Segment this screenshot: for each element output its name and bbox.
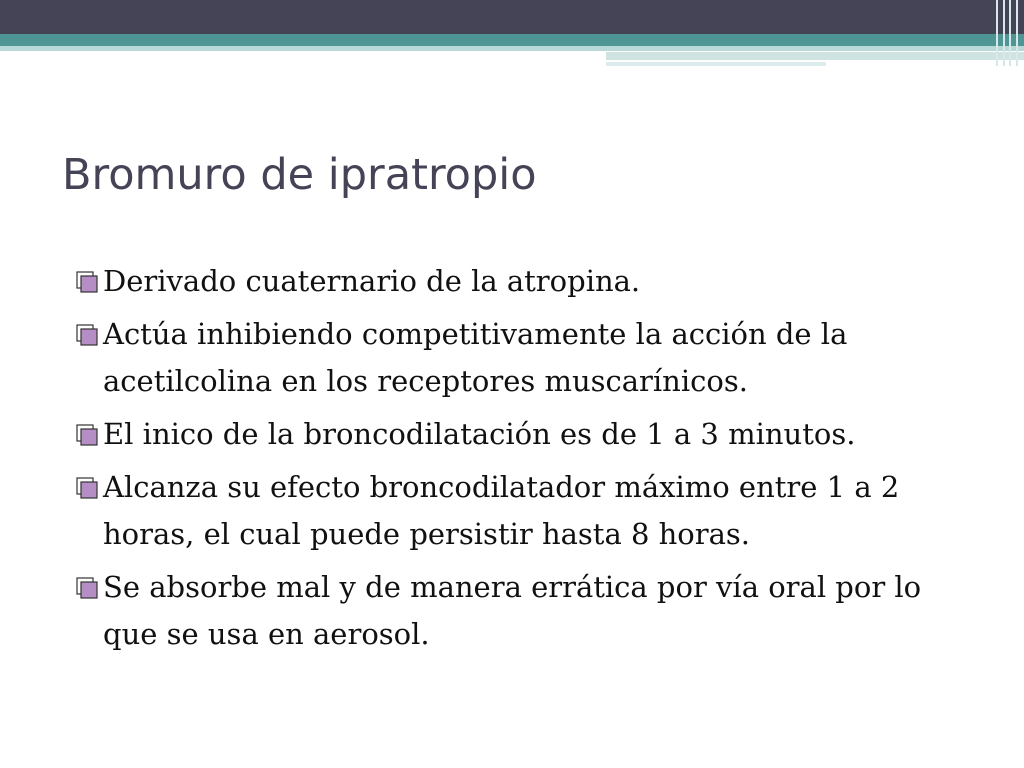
header-band-teal xyxy=(0,34,1024,46)
bullet-item xyxy=(76,564,976,658)
bullet-item xyxy=(76,464,976,558)
checkbox-bullet-icon xyxy=(76,477,99,500)
bullet-text: Derivado cuaternario de la atropina. xyxy=(103,264,641,298)
header-vertical-lines xyxy=(996,0,1018,66)
bullet-text: Alcanza su efecto broncodilatador máximo entre 1 a 2 horas, el cual puede persistir hasta 8 horas. xyxy=(103,470,900,551)
bullet-list xyxy=(76,258,976,664)
checkbox-bullet-icon xyxy=(76,324,99,347)
bullet-text: Se absorbe mal y de manera errática por vía oral por lo que se usa en aerosol. xyxy=(103,570,922,651)
bullet-item xyxy=(76,258,976,305)
checkbox-bullet-icon xyxy=(76,577,99,600)
header-strip-right-thin xyxy=(606,62,826,66)
slide-title: Bromuro de ipratropio xyxy=(62,150,537,200)
checkbox-bullet-icon xyxy=(76,424,99,447)
header-band-dark xyxy=(0,0,1024,34)
bullet-item xyxy=(76,411,976,458)
bullet-text: El inico de la broncodilatación es de 1 a 3 minutos. xyxy=(103,417,856,451)
checkbox-bullet-icon xyxy=(76,271,99,294)
bullet-text: Actúa inhibiendo competitivamente la acción de la acetilcolina en los receptores muscarínicos. xyxy=(103,317,848,398)
bullet-item xyxy=(76,311,976,405)
header-strip-right xyxy=(606,52,1024,60)
header-band-light xyxy=(0,46,1024,51)
